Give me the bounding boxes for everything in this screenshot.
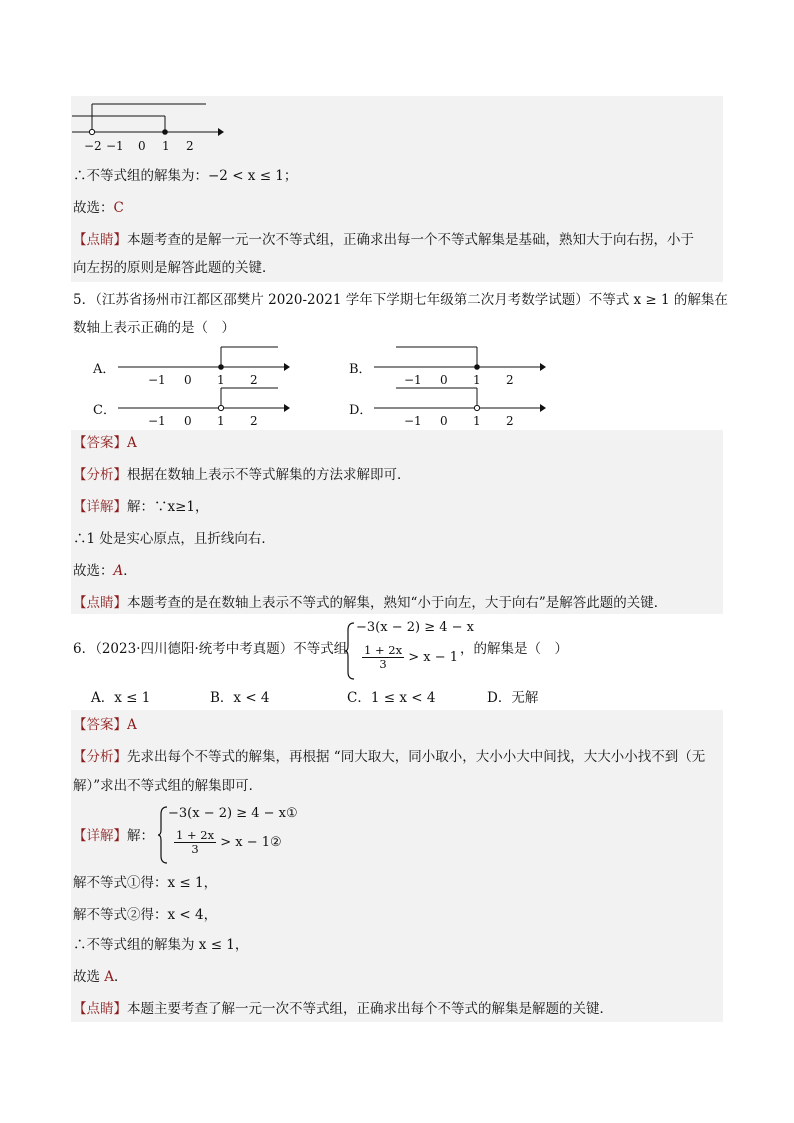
- q6-analysis-line-2: 解）”求出不等式组的解集即可．: [73, 778, 263, 794]
- tick-label: 0: [440, 414, 448, 428]
- q5-stem-line-1: 5．（江苏省扬州市江都区邵樊片 2020-2021 学年下学期七年级第二次月考数学试题）不等式 x ≥ 1 的解集在: [73, 292, 728, 308]
- q6-stem-suffix: ，的解集是（ ）: [460, 641, 568, 657]
- q5-detail-line: 【详解】解：∵x≥1，: [73, 499, 209, 515]
- tick-label: 2: [186, 139, 194, 153]
- q5-option-d-label: D．: [349, 403, 373, 418]
- q6-brace-icon: [345, 622, 355, 680]
- q6-detail-ineq1: −3(x − 2) ≥ 4 − x①: [168, 806, 298, 821]
- q6-choose-line: 故选 A．: [73, 969, 128, 985]
- tick-label: 2: [250, 373, 258, 387]
- q5-step-line: ∴1 处是实心原点，且折线向右．: [73, 531, 275, 547]
- comment-tag: 【点睛】: [73, 232, 127, 248]
- q6-detail-fraction: $\frac{1 + 2x}{3}$: [176, 828, 215, 856]
- tick-label: 1: [473, 373, 481, 387]
- tick-label: 1: [217, 373, 225, 387]
- q6-detail-ineq2: $\frac{1 + 2x}{3}$ > x − 1②: [176, 828, 282, 856]
- q6-system-ineq1: −3(x − 2) ≥ 4 − x: [356, 620, 474, 635]
- tick-label: −1: [148, 373, 166, 387]
- comment-line-1: 【点睛】本题考查的是解一元一次不等式组，正确求出每一个不等式解集是基础，熟知大于向右拐，小于: [73, 232, 694, 248]
- q6-analysis-line-1: 【分析】先求出每个不等式的解集，再根据 “同大取大，同小取小，大小小大中间找，大大小小找不到（无: [73, 749, 706, 765]
- q6-step-3: ∴不等式组的解集为 x ≤ 1，: [73, 937, 249, 953]
- tick-label: −1: [404, 373, 422, 387]
- q5-answer-line: 【答案】A: [73, 435, 137, 451]
- q6-option-c: C．1 ≤ x < 4: [347, 690, 436, 706]
- q6-option-b: B．x < 4: [210, 690, 270, 706]
- q6-detail-line: 【详解】解：: [73, 828, 154, 844]
- q6-step-2: 解不等式②得：x < 4，: [73, 907, 218, 923]
- q5-stem-line-2: 数轴上表示正确的是（ ）: [73, 320, 235, 336]
- tick-label: 2: [506, 414, 514, 428]
- q5-answer-value: A: [127, 435, 137, 451]
- tick-label: 0: [440, 373, 448, 387]
- tick-label: 2: [506, 373, 514, 387]
- q6-comment-line: 【点睛】本题主要考查了解一元一次不等式组，正确求出每个不等式的解集是解题的关键．: [73, 1001, 613, 1017]
- tick-label: 0: [184, 414, 192, 428]
- q5-option-c-numberline: [118, 384, 293, 426]
- q5-option-a-label: A．: [93, 362, 116, 377]
- tick-label: 1: [162, 139, 170, 153]
- choice-line: 故选：C: [73, 200, 124, 216]
- q5-option-a-numberline: [118, 343, 293, 385]
- q5-option-b-numberline: [374, 343, 549, 385]
- q5-option-c-label: C．: [93, 403, 116, 418]
- q6-detail-brace-icon: [158, 806, 168, 864]
- q5-option-b-label: B．: [349, 362, 372, 377]
- q6-system-ineq2: $\frac{1 + 2x}{3}$ > x − 1: [364, 643, 459, 671]
- q6-stem-prefix: 6．（2023·四川德阳·统考中考真题）不等式组: [73, 641, 348, 657]
- q6-fraction: $\frac{1 + 2x}{3}$: [364, 643, 403, 671]
- band-q5-answer: [71, 430, 723, 614]
- q6-step-1: 解不等式①得：x ≤ 1，: [73, 875, 218, 891]
- tick-label: 0: [184, 373, 192, 387]
- tick-label: 1: [217, 414, 225, 428]
- comment-line-2: 向左拐的原则是解答此题的关键．: [73, 260, 276, 276]
- q6-option-a: A．x ≤ 1: [91, 690, 151, 706]
- q5-analysis-line: 【分析】根据在数轴上表示不等式解集的方法求解即可．: [73, 467, 411, 483]
- q6-answer-value: A: [127, 717, 137, 733]
- q5-comment-line: 【点睛】本题考查的是在数轴上表示不等式的解集，熟知“小于向左，大于向右”是解答此题的关键．: [73, 595, 668, 611]
- q5-choose-line: 故选：A．: [73, 563, 137, 579]
- solution-set-line: ∴不等式组的解集为：−2 < x ≤ 1；: [73, 168, 298, 184]
- choice-answer: C: [113, 200, 124, 216]
- tick-label: −1: [404, 414, 422, 428]
- q6-answer-line: 【答案】A: [73, 717, 137, 733]
- tick-label: 1: [473, 414, 481, 428]
- tick-label: 2: [250, 414, 258, 428]
- tick-label: −2: [84, 139, 102, 153]
- q6-option-d: D．无解: [487, 690, 539, 706]
- tick-label: 0: [138, 139, 146, 153]
- top-number-line: [72, 100, 232, 152]
- tick-label: −1: [148, 414, 166, 428]
- tick-label: −1: [106, 139, 124, 153]
- q5-option-d-numberline: [374, 384, 549, 426]
